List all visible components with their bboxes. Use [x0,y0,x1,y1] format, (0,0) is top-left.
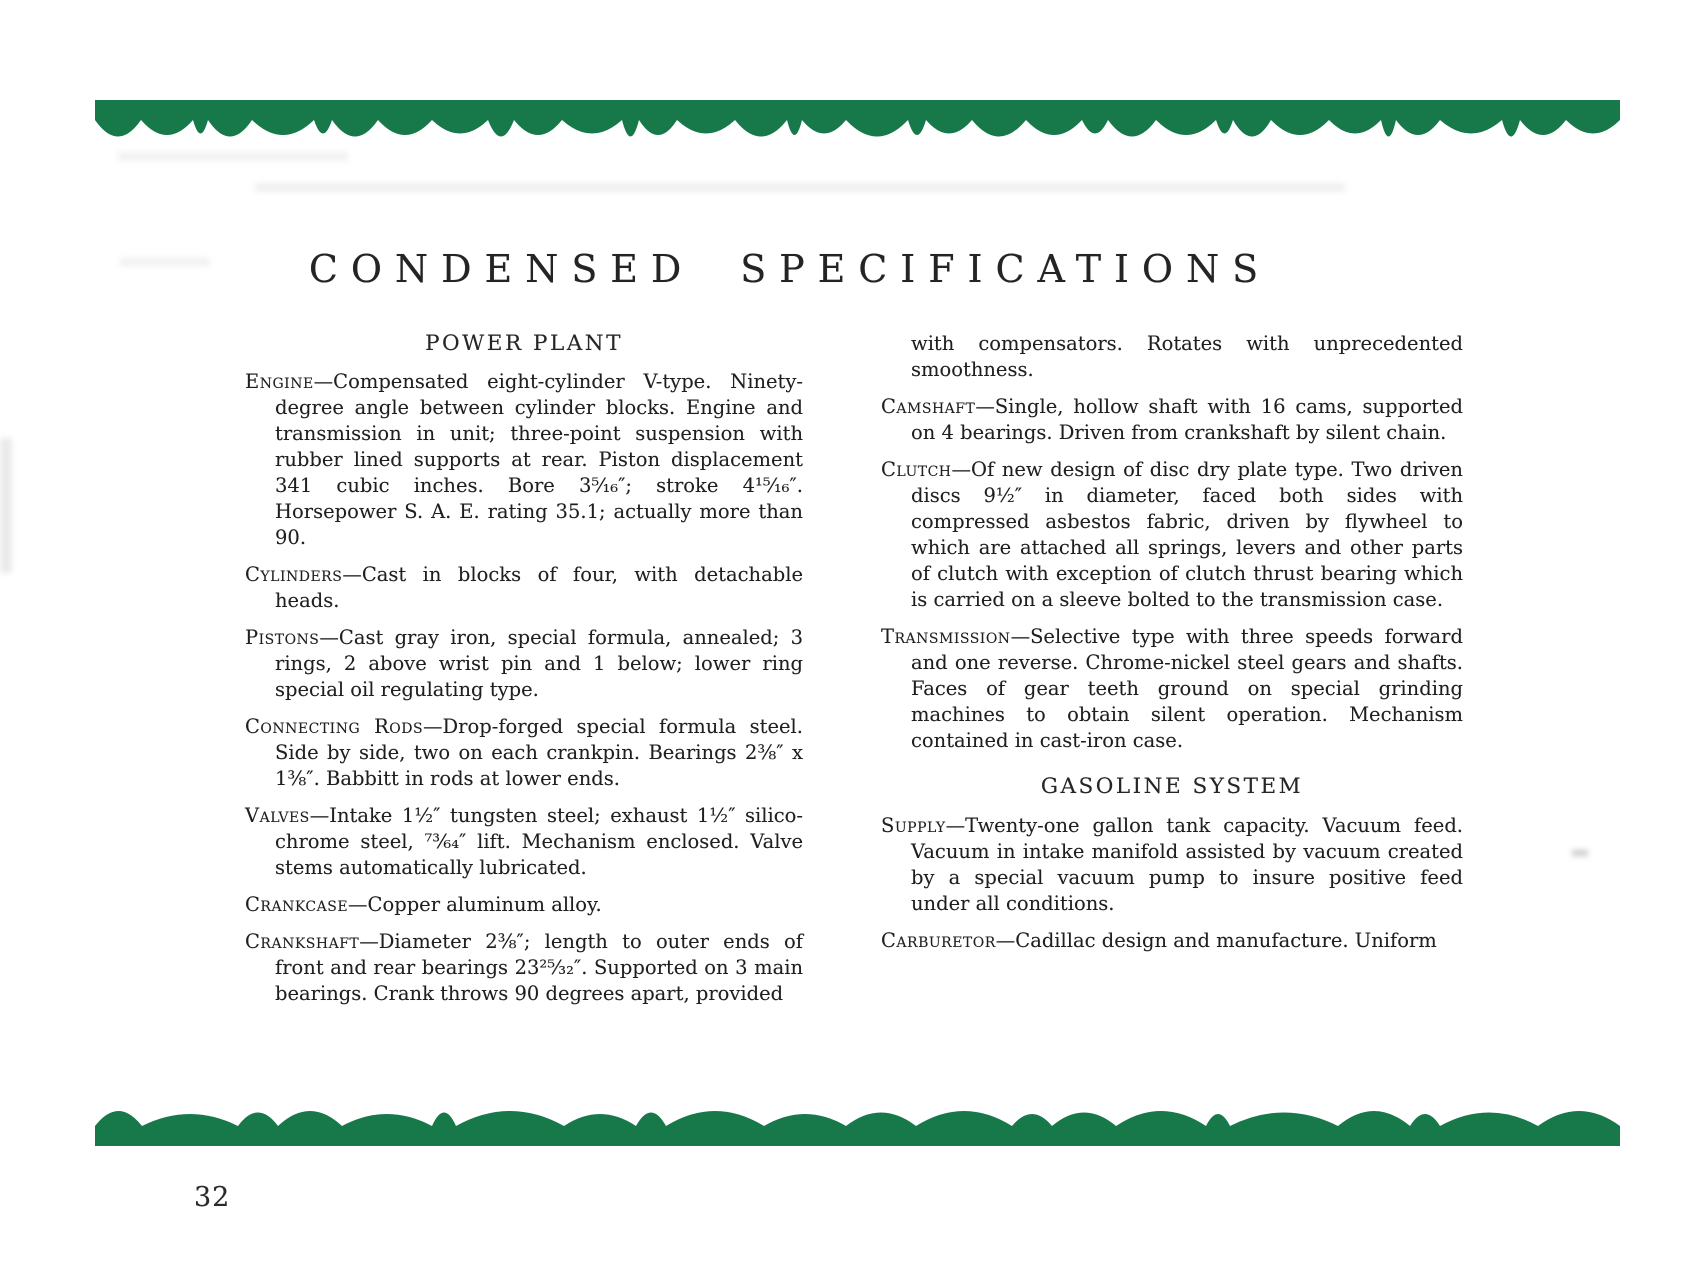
spec-term: Valves [245,804,310,827]
scan-artifact [255,183,1345,192]
spec-text: —Of new design of disc dry plate type. Two driven discs 9½″ in diameter, faced both sides with compressed asbestos fabric, driven by flywheel to which are attached all springs, levers and other parts of clutch with exception of clutch thrust bearing which is carried on a sleeve bolted to the transmission case. [911,458,1463,611]
spec-text: —Twenty-one gallon tank capacity. Vacuum feed. Vacuum in intake manifold assisted by vacuum created by a special vacuum pump to insure positive feed under all conditions. [911,814,1463,915]
spec-text: —Diameter 2⅜″; length to outer ends of front and rear bearings 23²⁵⁄₃₂″. Supported on 3 main bearings. Crank throws 90 degrees apart, provided [275,930,803,1005]
spec-entry-cylinders [245,562,803,614]
spec-term: Crankshaft [245,930,360,953]
left-column [245,331,803,1018]
spec-text: —Compensated eight-cylinder V-type. Ninety-degree angle between cylinder blocks. Engine and transmission in unit; three-point suspension with rubber lined supports at rear. Piston displacement 341 cubic inches. Bore 3⁵⁄₁₆″; stroke 4¹⁵⁄₁₆″. Horsepower S. A. E. rating 35.1; actually more than 90. [275,370,803,549]
spec-term: Clutch [881,458,952,481]
bottom-scalloped-border-shape [95,1111,1620,1146]
page-title: CONDENSED SPECIFICATIONS [308,247,1272,291]
spec-term: Carburetor [881,929,996,952]
spec-entry-camshaft [881,394,1463,446]
spec-term: Cylinders [245,563,343,586]
spec-entry-clutch [881,457,1463,613]
spec-columns [245,331,1463,1018]
spec-entry-pistons [245,625,803,703]
spec-term: Camshaft [881,395,976,418]
bottom-scalloped-border [95,1108,1620,1146]
spec-text: —Single, hollow shaft with 16 cams, supported on 4 bearings. Driven from crankshaft by silent chain. [911,395,1463,444]
spec-entry-transmission [881,624,1463,754]
spec-text: —Intake 1½″ tungsten steel; exhaust 1½″ silico-chrome steel, ⁷³⁄₆₄″ lift. Mechanism enclosed. Valve stems automatically lubricated. [275,804,803,879]
crankshaft-continuation-text: with compensators. Rotates with unprecedented smoothness. [911,332,1463,381]
spec-term: Crankcase [245,893,349,916]
section-heading-gasoline-system: GASOLINE SYSTEM [1040,774,1304,799]
spec-text: —Cadillac design and manufacture. Uniform [995,929,1437,952]
scan-artifact [1572,850,1588,856]
spec-entry-crankshaft [245,929,803,1007]
spec-text: —Cast gray iron, special formula, annealed; 3 rings, 2 above wrist pin and 1 below; lower ring special oil regulating type. [275,626,803,701]
spec-entry-crankcase [245,892,803,918]
spec-entry-connecting-rods [245,714,803,792]
page-number: 32 [194,1182,231,1213]
spec-term: Pistons [245,626,320,649]
spec-entry-carburetor [881,928,1463,954]
scan-artifact [118,152,348,161]
spec-term: Supply [881,814,946,837]
right-column [881,331,1463,965]
section-heading-power-plant: POWER PLANT [425,331,623,356]
top-scalloped-border [95,100,1620,140]
top-scalloped-border-shape [95,100,1620,137]
spec-entry-valves [245,803,803,881]
spec-entry-engine [245,369,803,551]
spec-term: Engine [245,370,314,393]
spec-term: Transmission [881,625,1011,648]
spec-entry-supply [881,813,1463,917]
spec-text: —Cast in blocks of four, with detachable heads. [275,563,803,612]
spec-text: —Selective type with three speeds forward and one reverse. Chrome-nickel steel gears and shafts. Faces of gear teeth ground on special grinding machines to obtain silent operation. Mechanism contained in cast-iron case. [911,625,1463,752]
scan-artifact [0,438,12,573]
spec-term: Connecting Rods [245,715,424,738]
spec-text: —Copper aluminum alloy. [348,893,602,916]
spec-text: —Drop-forged special formula steel. Side by side, two on each crankpin. Bearings 2⅜″ x 1⅜″. Babbitt in rods at lower ends. [275,715,803,790]
